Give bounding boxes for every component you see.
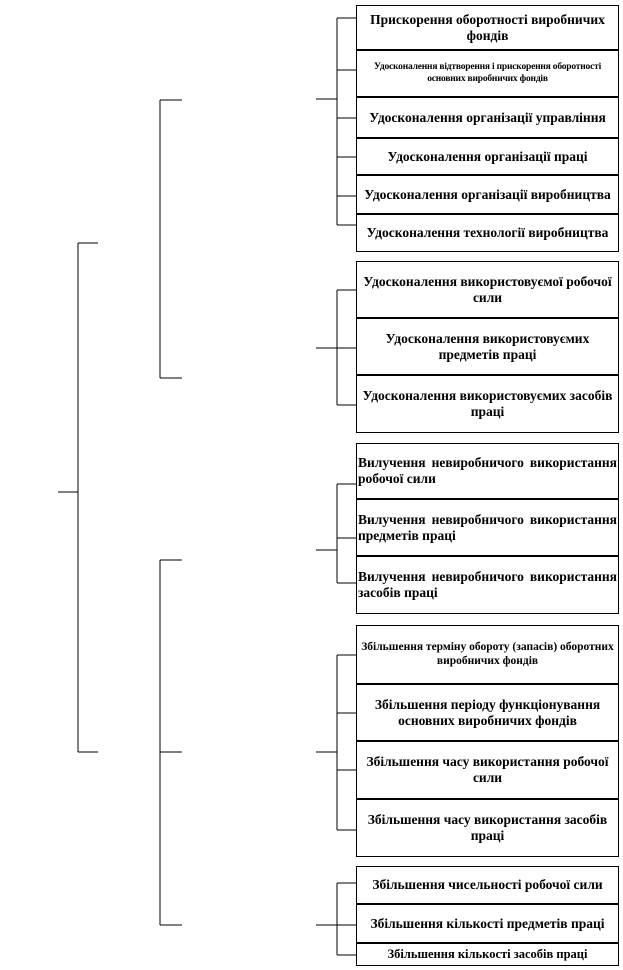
box-labor-means-quantity: Збільшення кількості засобів праці: [356, 943, 619, 966]
box-labor-objects-improvement: Удосконалення використовуємих предметів праці: [356, 318, 619, 375]
box-labor-organization: Удосконалення організації праці: [356, 138, 619, 175]
box-fixed-assets-improvement: Удосконалення відтворення і прискорення оборотності основних виробничих фондів: [356, 50, 619, 97]
box-working-capital-term: Збільшення терміну обороту (запасів) оборотних виробничих фондів: [356, 625, 619, 684]
box-workforce-time: Збільшення часу використання робочої сили: [356, 741, 619, 799]
box-remove-nonprod-means: Вилучення невиробничого використання засобів праці: [356, 556, 619, 614]
box-means-time: Збільшення часу використання засобів праці: [356, 799, 619, 857]
box-workforce-improvement: Удосконалення використовуємої робочої сили: [356, 261, 619, 318]
box-turnover-acceleration: Прискорення оборотності виробничих фондів: [356, 5, 619, 50]
box-production-organization: Удосконалення організації виробництва: [356, 175, 619, 214]
box-workforce-size: Збільшення чисельності робочої сили: [356, 866, 619, 904]
box-fixed-assets-period: Збільшення періоду функціонування основних виробничих фондів: [356, 684, 619, 741]
box-labor-means-improvement: Удосконалення використовуємих засобів праці: [356, 375, 619, 433]
box-remove-nonprod-workforce: Вилучення невиробничого використання робочої сили: [356, 443, 619, 499]
box-remove-nonprod-objects: Вилучення невиробничого використання предметів праці: [356, 499, 619, 556]
box-production-technology: Удосконалення технології виробництва: [356, 214, 619, 252]
box-labor-objects-quantity: Збільшення кількості предметів праці: [356, 904, 619, 943]
box-management-organization: Удосконалення організації управління: [356, 97, 619, 138]
